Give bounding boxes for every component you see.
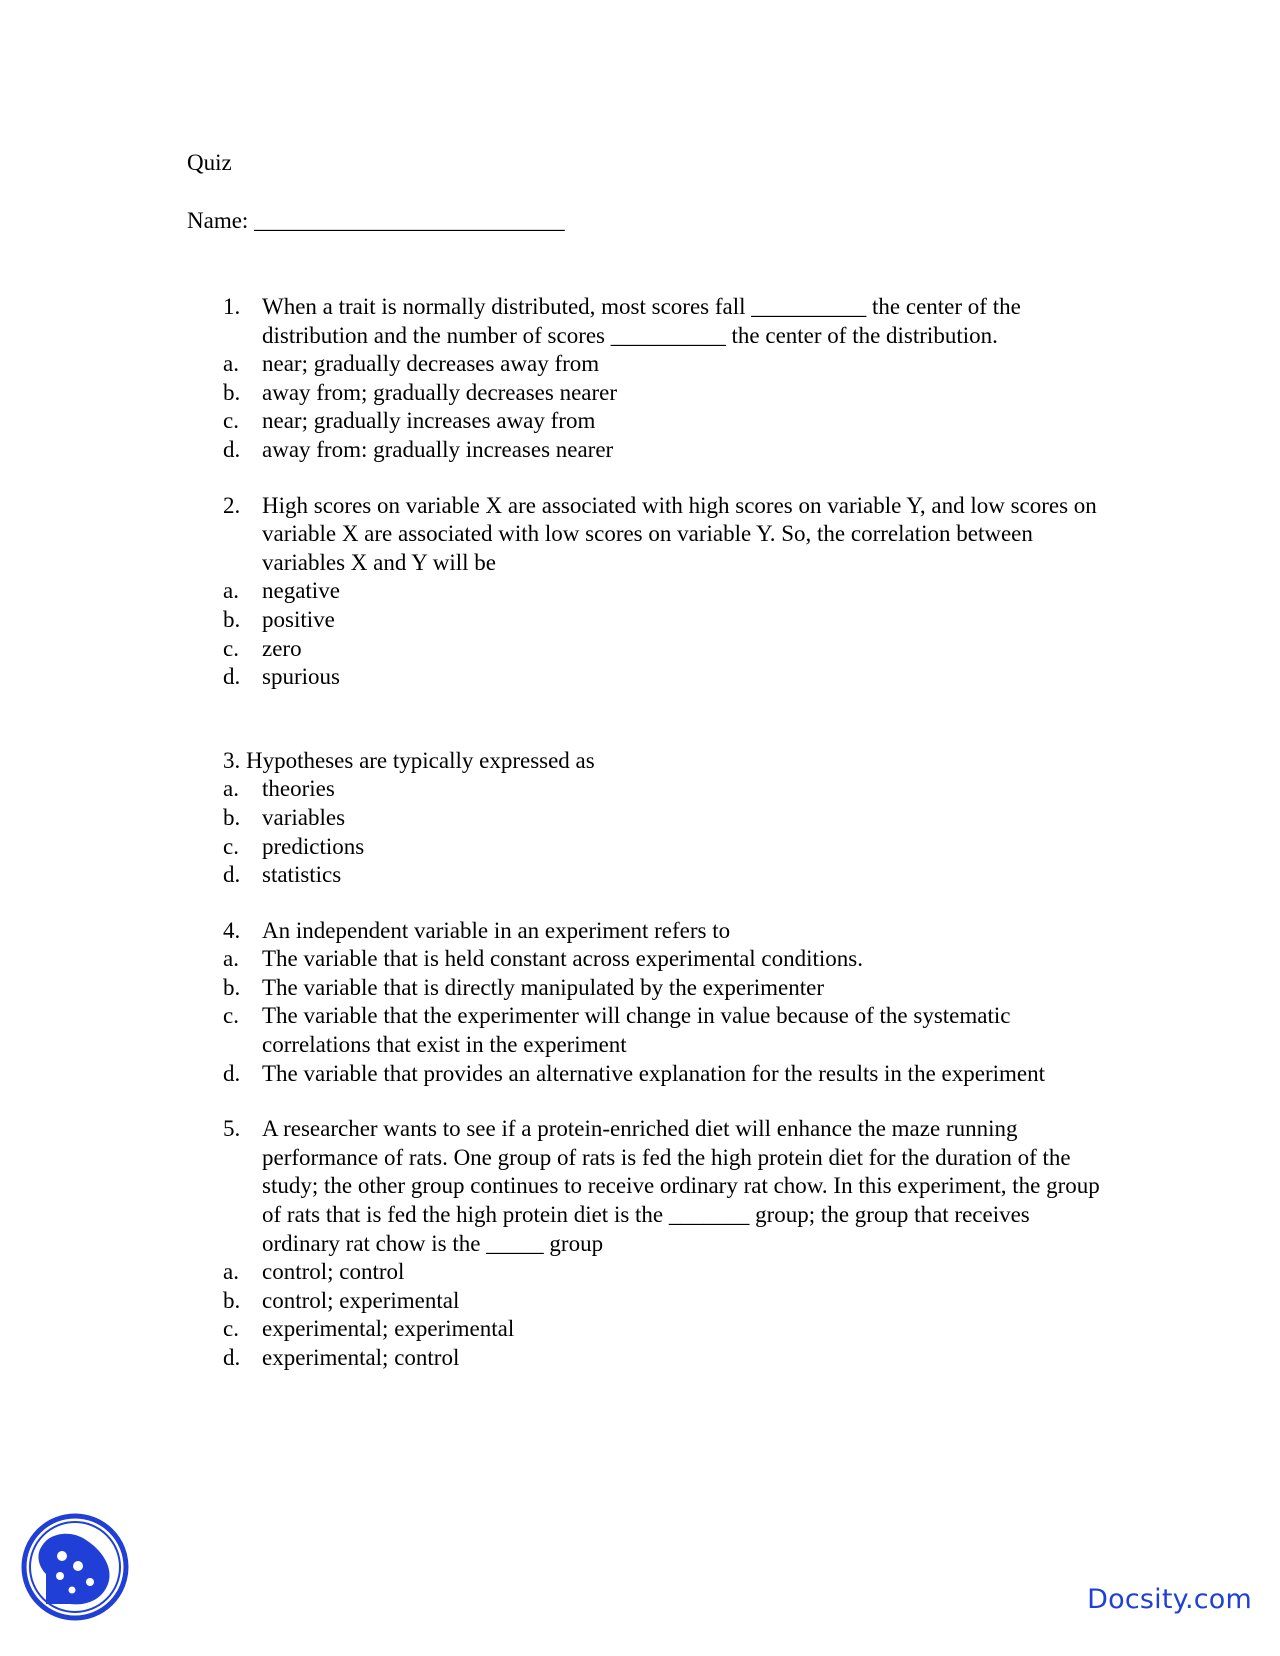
option-row: [223, 663, 1103, 692]
option-row: [223, 635, 1103, 664]
name-blank: ___________________________: [254, 208, 565, 233]
spacer: [223, 465, 1103, 492]
question-number: 3.: [223, 747, 241, 773]
question-2: [223, 492, 1103, 692]
option-letter: a.: [223, 578, 239, 604]
question-stem: Hypotheses are typically expressed as: [246, 747, 595, 773]
option-letter: a.: [223, 946, 239, 972]
option-row: [223, 945, 1103, 974]
option-row: [223, 1315, 1103, 1344]
option-text: near; gradually decreases away from: [262, 351, 600, 377]
option-text: near; gradually increases away from: [262, 408, 596, 434]
docsity-logo-icon: [20, 1512, 130, 1622]
question-stem: A researcher wants to see if a protein-enriched diet will enhance the maze running performance of rats. One group of rats is fed the high protein diet for the duration of the study; the other group continues to receive ordinary rat chow. In this experiment, the group of rats that is fed the high protein diet is the _______ group; the group that receives ordinary rat chow is the _____ group: [262, 1116, 1100, 1256]
option-letter: c.: [223, 833, 239, 859]
option-text: away from: gradually increases nearer: [262, 436, 614, 462]
question-number: 5.: [223, 1116, 241, 1142]
option-text: control; experimental: [262, 1287, 460, 1313]
question-stem: High scores on variable X are associated with high scores on variable Y, and low scores on variable X are associated with low scores on variable Y. So, the correlation between variables X and Y will be: [262, 492, 1097, 575]
option-row: [223, 407, 1103, 436]
option-letter: b.: [223, 606, 241, 632]
option-letter: c.: [223, 635, 239, 661]
option-text: theories: [262, 776, 335, 802]
question-4: [223, 917, 1103, 1089]
option-letter: a.: [223, 1259, 239, 1285]
option-row: [223, 1258, 1103, 1287]
option-letter: a.: [223, 351, 239, 377]
option-row: [223, 1002, 1103, 1059]
option-row: [223, 379, 1103, 408]
option-text: control; control: [262, 1259, 405, 1285]
option-row: [223, 1344, 1103, 1373]
question-stem-row: [223, 747, 1103, 776]
question-1: [223, 293, 1103, 465]
option-row: [223, 350, 1103, 379]
option-row: [223, 606, 1103, 635]
option-row: [223, 1060, 1103, 1089]
option-letter: d.: [223, 1060, 241, 1086]
option-text: spurious: [262, 664, 340, 690]
question-list: [223, 293, 1103, 1373]
option-text: The variable that provides an alternative explanation for the results in the experiment: [262, 1060, 1045, 1086]
option-letter: d.: [223, 1345, 241, 1370]
option-row: [223, 861, 1103, 890]
option-text: experimental; control: [262, 1345, 460, 1370]
option-row: [223, 804, 1103, 833]
option-text: The variable that is held constant across experimental conditions.: [262, 946, 864, 972]
option-letter: d.: [223, 664, 241, 690]
option-row: [223, 833, 1103, 862]
option-text: experimental; experimental: [262, 1316, 515, 1342]
spacer: [223, 692, 1103, 747]
option-row: [223, 974, 1103, 1003]
question-5: [223, 1115, 1103, 1372]
option-text: negative: [262, 578, 340, 604]
spacer: [223, 890, 1103, 917]
question-number: 4.: [223, 917, 241, 943]
option-letter: b.: [223, 1287, 241, 1313]
question-3: [223, 747, 1103, 890]
option-letter: b.: [223, 379, 241, 405]
option-text: The variable that is directly manipulated by the experimenter: [262, 974, 825, 1000]
option-row: [223, 577, 1103, 606]
name-label: Name:: [187, 208, 249, 233]
option-letter: d.: [223, 436, 241, 462]
question-stem: When a trait is normally distributed, most scores fall __________ the center of the distribution and the number of scores __________ the center of the distribution.: [262, 294, 1021, 348]
spacer: [223, 1088, 1103, 1115]
question-stem: An independent variable in an experiment refers to: [262, 917, 731, 943]
name-field-line: [187, 207, 565, 235]
option-row: [223, 775, 1103, 804]
option-letter: d.: [223, 862, 241, 888]
option-letter: c.: [223, 1003, 239, 1029]
option-row: [223, 1287, 1103, 1316]
docsity-brand-link[interactable]: Docsity.com: [1087, 1584, 1252, 1615]
option-letter: c.: [223, 1316, 239, 1342]
option-letter: a.: [223, 776, 239, 802]
page-title: Quiz: [187, 150, 232, 175]
option-text: positive: [262, 606, 335, 632]
option-letter: b.: [223, 804, 241, 830]
option-text: The variable that the experimenter will change in value because of the systematic correlations that exist in the experiment: [262, 1003, 1011, 1058]
option-text: variables: [262, 804, 346, 830]
option-text: predictions: [262, 833, 365, 859]
option-text: away from; gradually decreases nearer: [262, 379, 618, 405]
option-letter: b.: [223, 974, 241, 1000]
option-row: [223, 436, 1103, 465]
option-text: zero: [262, 635, 302, 661]
question-number: 2.: [223, 492, 241, 518]
option-text: statistics: [262, 862, 342, 888]
option-letter: c.: [223, 408, 239, 434]
question-number: 1.: [223, 294, 241, 319]
